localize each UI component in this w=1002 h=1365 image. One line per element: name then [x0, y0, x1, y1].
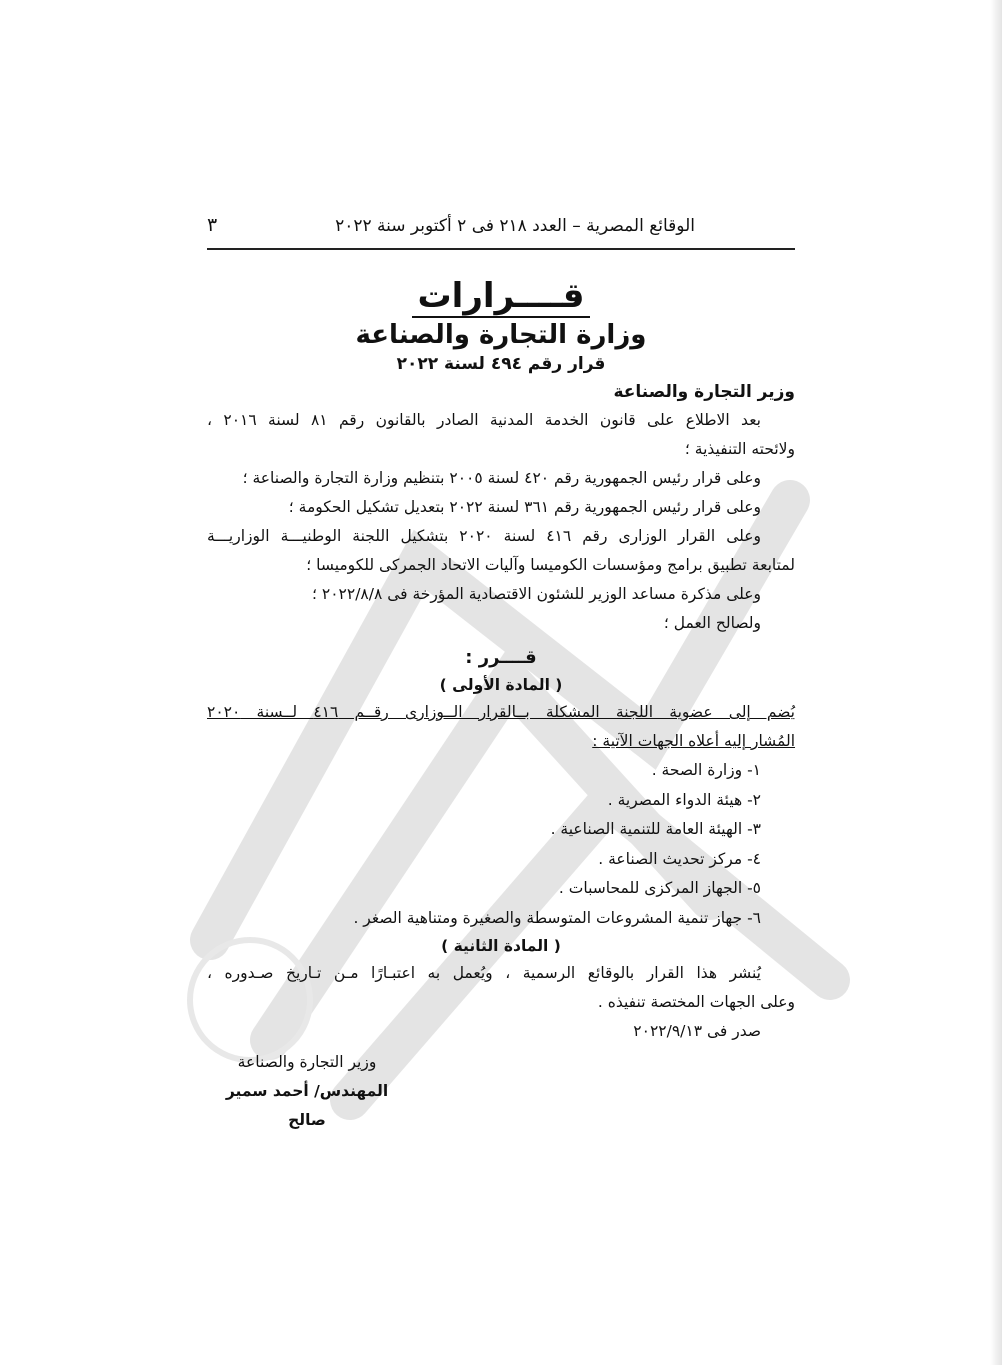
preamble-line: وعلى قرار رئيس الجمهورية رقم ٣٦١ لسنة ٢٠٢٢ بتعديل تشكيل الحكومة ؛	[288, 498, 761, 516]
preamble-line: وعلى قرار رئيس الجمهورية رقم ٤٢٠ لسنة ٢٠٠٥ بتنظيم وزارة التجارة والصناعة ؛	[242, 469, 761, 487]
preamble-line: بعد الاطلاع على قانون الخدمة المدنية الصادر بالقانون رقم ٨١ لسنة ٢٠١٦ ،	[207, 411, 761, 429]
preamble-line: ولصالح العمل ؛	[663, 614, 761, 632]
ministry-title: وزارة التجارة والصناعة	[355, 320, 647, 350]
article-2-line: وعلى الجهات المختصة تنفيذه .	[597, 993, 795, 1011]
issue-date: صدر فى ٢٠٢٢/٩/١٣	[633, 1022, 761, 1040]
list-item: ٢- هيئة الدواء المصرية .	[607, 790, 761, 809]
preamble-line: وعلى مذكرة مساعد الوزير للشئون الاقتصادية المؤرخة فى ٢٠٢٢/٨/٨ ؛	[312, 585, 761, 603]
preamble-line: ولائحته التنفيذية ؛	[684, 440, 795, 458]
running-header	[207, 208, 795, 250]
article-2-line: يُنشر هذا القرار بالوقائع الرسمية ، ويُعمل به اعتبـارًا مـن تـاريخ صـدوره ،	[207, 964, 761, 982]
section-title-text: قــــرارات	[412, 276, 591, 318]
list-item: ٤- مركز تحديث الصناعة .	[598, 849, 761, 868]
list-item: ٥- الجهاز المركزى للمحاسبات .	[558, 879, 761, 897]
decision-heading: قــــرر :	[465, 647, 537, 668]
article-1-line-text: المُشار إليه أعلاه الجهات الآتية :	[592, 732, 795, 750]
signature-name: المهندس/ أحمد سمير صالح	[225, 1082, 389, 1129]
list-item: ١- وزارة الصحة .	[651, 761, 761, 779]
running-head-text: الوقائع المصرية – العدد ٢١٨ فى ٢ أكتوبر سنة ٢٠٢٢	[335, 216, 695, 236]
list-item: ٣- الهيئة العامة للتنمية الصناعية .	[550, 820, 761, 838]
minister-heading: وزير التجارة والصناعة	[613, 382, 795, 402]
article-2-title: ( المادة الثانية )	[441, 937, 561, 955]
signature-role: وزير التجارة والصناعة	[237, 1053, 377, 1071]
section-title	[207, 276, 795, 316]
preamble-line: لمتابعة تطبيق برامج ومؤسسات الكوميسا وآليات الاتحاد الجمركى للكوميسا ؛	[306, 556, 795, 574]
document-content	[207, 208, 795, 1129]
signature-block	[207, 1048, 407, 1135]
signature-area	[207, 1046, 795, 1129]
article-1-line: يُضم إلى عضوية اللجنة المشكلة بــالقرار الــوزارى رقــم ٤١٦ لــسنة ٢٠٢٠	[207, 703, 795, 721]
article-1-title: ( المادة الأولى )	[439, 676, 563, 694]
article-1-line	[207, 727, 795, 756]
page-number: ٣	[207, 214, 218, 236]
decree-number: قرار رقم ٤٩٤ لسنة ٢٠٢٢	[396, 354, 606, 374]
preamble-line: وعلى القرار الوزارى رقم ٤١٦ لسنة ٢٠٢٠ بتشكيل اللجنة الوطنيـــة الوزاريـــة	[207, 527, 761, 545]
page-edge-shadow	[990, 0, 1002, 1365]
list-item: ٦- جهاز تنمية المشروعات المتوسطة والصغيرة ومتناهية الصغر .	[353, 908, 761, 927]
